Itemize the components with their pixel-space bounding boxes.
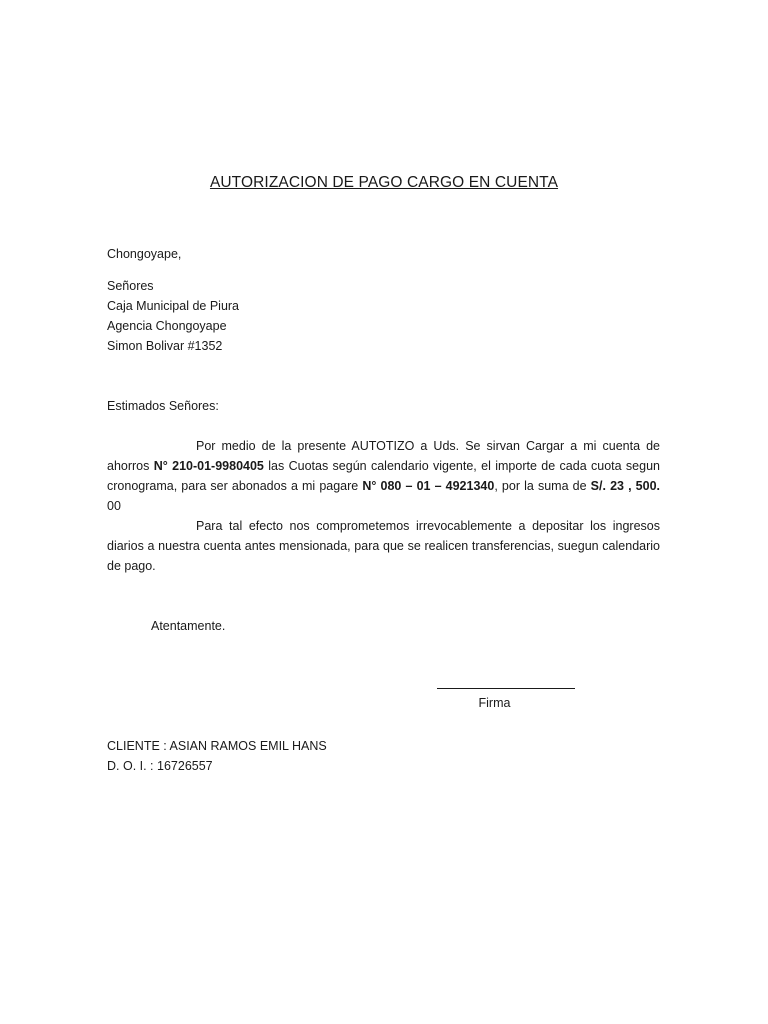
- client-line: CLIENTE : ASIAN RAMOS EMIL HANS: [107, 739, 327, 753]
- recipient-salutation: Señores: [107, 279, 154, 293]
- paragraph2-text: Para tal efecto nos comprometemos irrevocablemente a depositar los ingresos diarios a nuestra cuenta antes mensionada, para que se realicen transferencias, suegun calendario de pago.: [107, 519, 660, 573]
- greeting: Estimados Señores:: [107, 399, 219, 413]
- paragraph1-text-a: Por medio de la presente AUTOTIZO a Uds. Se sirvan Cargar a mi cuenta de ahorros: [107, 439, 660, 473]
- signature-label: Firma: [478, 696, 511, 710]
- closing-line: Atentamente.: [151, 619, 226, 633]
- commitment-paragraph: [107, 516, 660, 576]
- recipient-address: Simon Bolivar #1352: [107, 339, 223, 353]
- paragraph1-text-c: , por la suma de: [494, 479, 591, 493]
- city-line: Chongoyape,: [107, 247, 182, 261]
- recipient-branch: Agencia Chongoyape: [107, 319, 227, 333]
- authorization-paragraph: [107, 436, 660, 516]
- id-line: D. O. I. : 16726557: [107, 759, 213, 773]
- paragraph1-text-b: las Cuotas según calendario vigente, el importe de cada cuota segun cronograma, para ser abonados a mi pagare: [107, 459, 660, 493]
- savings-account-number: N° 210-01-9980405: [153, 459, 264, 473]
- document-title: AUTORIZACION DE PAGO CARGO EN CUENTA: [209, 174, 559, 191]
- pagare-number: N° 080 – 01 – 4921340: [362, 479, 495, 493]
- amount-value: S/. 23 , 500.: [590, 479, 661, 493]
- recipient-institution: Caja Municipal de Piura: [107, 299, 240, 313]
- signature-line: [437, 678, 575, 689]
- amount-cents: 00: [107, 499, 121, 513]
